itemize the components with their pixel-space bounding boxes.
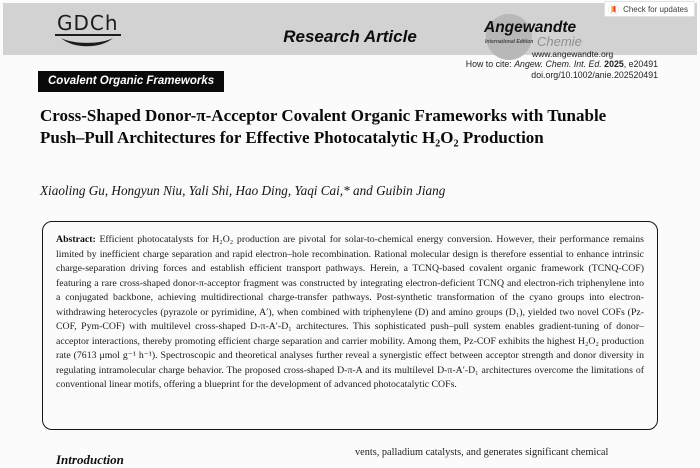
right-column-fragment: vents, palladium catalysts, and generates significant chemical [355,447,609,458]
cite-journal: Angew. Chem. Int. Ed. [514,59,602,69]
page-title: Cross-Shaped Donor-π-Acceptor Covalent Organic Frameworks with Tunable Push–Pull Architectures for Effective Photocatalytic H₂O₂ Production [40,106,607,147]
gdch-logo-text: GDCh [57,11,119,35]
angewandte-name: Angewandte [484,19,577,36]
cite-year: 2025 [604,59,624,69]
article-type-label: Research Article [283,27,417,46]
abstract-box [42,221,658,430]
crossmark-icon [608,4,619,15]
check-for-updates-button[interactable] [604,1,695,17]
gdch-logo [55,12,119,48]
topic-badge: Covalent Organic Frameworks [38,71,224,92]
angewandte-chemie: Chemie [537,34,582,49]
citation-line [466,59,658,70]
author-list: Xiaoling Gu, Hongyun Niu, Yali Shi, Hao Ding, Yaqi Cai,* and Guibin Jiang [40,183,446,198]
journal-header-band [3,3,697,59]
abstract-text: Efficient photocatalysts for H₂O₂ production are pivotal for solar-to-chemical energy conversion. However, their performance remains limited by inefficient charge separation and rapid electron–hole recombination. Rational molecular design is therefore essential to enhance intrinsic charge-separation driving forces and establish efficient transport pathways. Herein, a TCNQ-based covalent organic framework (TCNQ-COF) featuring a rare cross-shaped donor-π-acceptor fragment was constructed by integrating electron-deficient TCNQ and electron-rich triphenylene into a conjugated backbone, achieving multidirectional charge-transfer pathways. Post-synthetic transformation of the cyano groups into electron-withdrawing heterocycles (pyrazole or pyrimidine, A′), when combined with triphenylene (D) and amino groups (D₁), yielded two novel COFs (Pz-COF, Pym-COF) with multilevel cross-shaped D-π-A′-D₁ architectures. This sophisticated push–pull system enables gradient-tuning of donor–acceptor interactions, thereby promoting efficient charge separation and carrier mobility. Among them, Pz-COF exhibits the highest H₂O₂ production rate (7613 μmol g⁻¹ h⁻¹). Spectroscopic and theoretical analyses further reveal a synergistic effect between acceptor strength and donor diversity in regulating intramolecular charge behavior. The proposed cross-shaped D-π-A and its multilevel D-π-A′-D₁ architectures overcome the limitations of conventional linear motifs, offering a blueprint for the development of advanced photocatalytic COFs. [56,234,644,391]
citation-block [466,59,658,80]
doi-line: doi.org/10.1002/anie.202520491 [531,69,658,80]
introduction-heading: Introduction [56,452,124,467]
cite-prefix: How to cite: [465,59,512,69]
check-for-updates-label: Check for updates [623,4,688,14]
abstract-label: Abstract: [56,234,96,245]
gdch-bowl-icon [59,37,115,48]
cite-elocator: , e20491 [623,59,658,69]
angewandte-edition: International Edition [485,39,534,45]
angewandte-logo [484,12,639,60]
angewandte-url: www.angewandte.org [532,49,614,59]
